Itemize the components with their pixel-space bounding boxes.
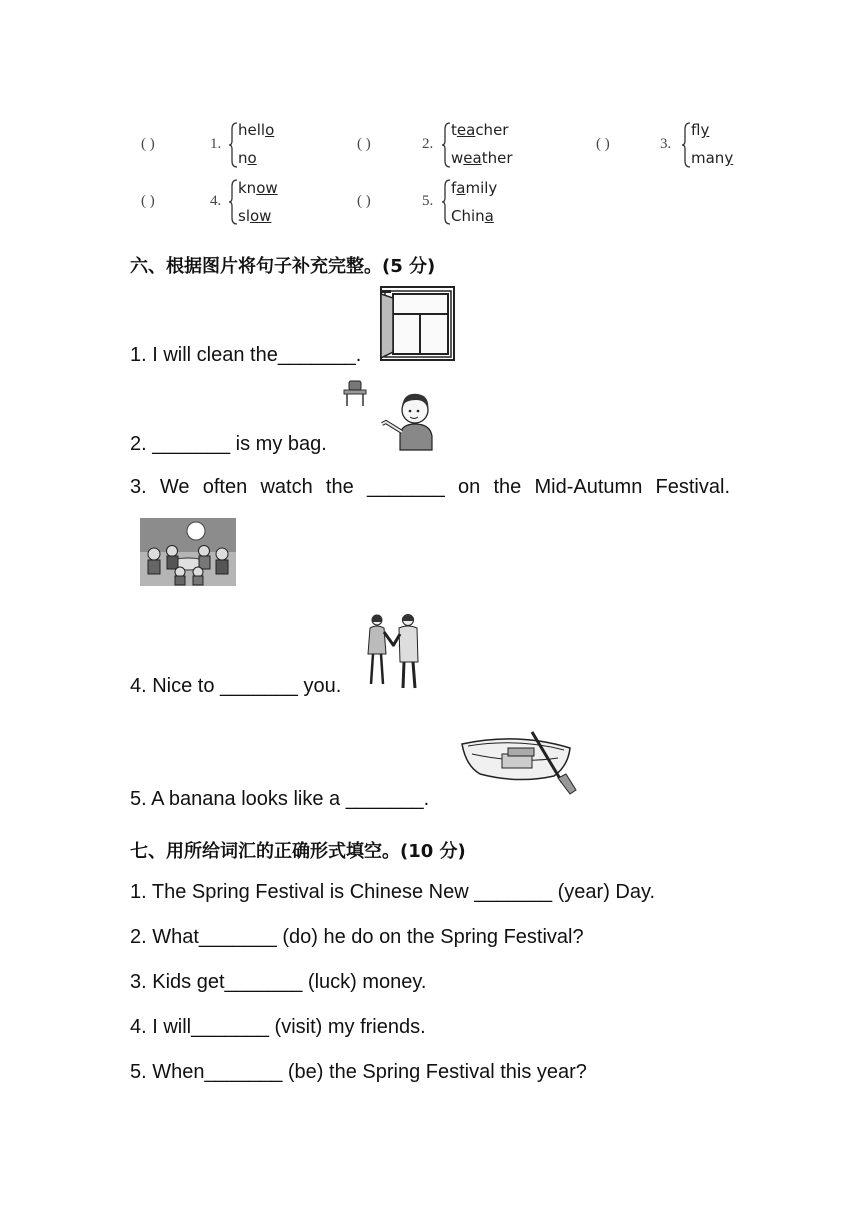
word-2b: weather [451,149,513,167]
answer-paren[interactable]: ( ) [357,136,371,152]
boat-with-oar-picture [458,724,580,798]
section-6-title: 六、根据图片将句子补充完整。(5 分) [130,256,436,277]
s7-line-1: 1. The Spring Festival is Chinese New _______ (year) Day. [130,881,656,903]
word-1a: hello [238,121,275,139]
answer-paren[interactable]: ( ) [141,136,155,152]
word-2a: teacher [451,121,509,139]
s7-line-2: 2. What_______ (do) he do on the Spring Festival? [130,926,584,948]
answer-paren[interactable]: ( ) [141,193,155,209]
word-5a: family [451,179,498,197]
s6-line-1: 1. I will clean the_______. [130,344,362,366]
item-number: 1. [210,136,222,152]
s7-line-4: 4. I will_______ (visit) my friends. [130,1016,426,1038]
s7-line-3: 3. Kids get_______ (luck) money. [130,971,427,993]
s6-line-2: 2. _______ is my bag. [130,433,327,455]
s7-line-5: 5. When_______ (be) the Spring Festival this year? [130,1061,587,1083]
word-3b: many [691,149,734,167]
s6-line-4: 4. Nice to _______ you. [130,675,342,697]
s6-line-3: 3. We often watch the _______ on the Mid-Autumn Festival. [130,476,730,498]
word-4a: know [238,179,278,197]
boy-pointing-at-bag-picture [342,378,440,452]
family-watching-moon-picture [140,518,236,586]
item-number: 5. [422,193,434,209]
answer-paren[interactable]: ( ) [596,136,610,152]
window-picture [380,286,456,362]
word-1b: no [238,149,257,167]
people-shaking-hands-picture [362,612,424,692]
item-number: 2. [422,136,434,152]
answer-paren[interactable]: ( ) [357,193,371,209]
item-number: 4. [210,193,222,209]
section-7-title: 七、用所给词汇的正确形式填空。(10 分) [130,841,466,862]
word-4b: slow [238,207,272,225]
s6-line-5: 5. A banana looks like a _______. [130,788,430,810]
word-3a: fly [691,121,710,139]
item-number: 3. [660,136,672,152]
word-5b: China [451,207,494,225]
